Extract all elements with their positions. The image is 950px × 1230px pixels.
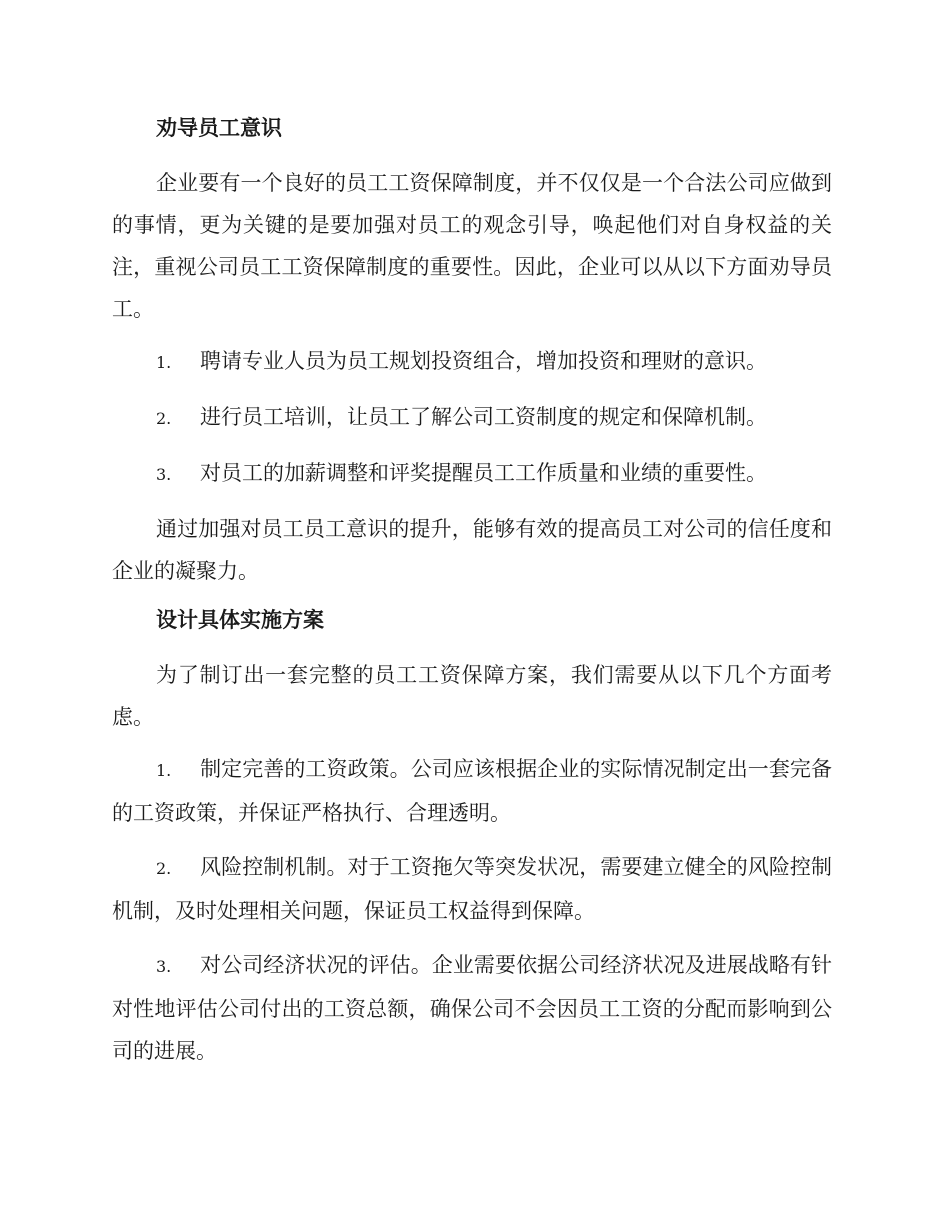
list-item-number: 3. bbox=[156, 465, 172, 484]
document-body bbox=[112, 110, 832, 1084]
list-item-text: 聘请专业人员为员工规划投资组合，增加投资和理财的意识。 bbox=[200, 349, 767, 373]
list-item-text: 对公司经济状况的评估。企业需要依据公司经济状况及进展战略有针对性地评估公司付出的工资总额，确保公司不会因员工工资的分配而影响到公司的进展。 bbox=[112, 953, 832, 1063]
list-item bbox=[112, 340, 832, 384]
list-item-text: 对员工的加薪调整和评奖提醒员工工作质量和业绩的重要性。 bbox=[200, 461, 767, 485]
section-heading-implementation-plan: 设计具体实施方案 bbox=[156, 607, 324, 632]
list-item-text: 制定完善的工资政策。公司应该根据企业的实际情况制定出一套完备的工资政策，并保证严格执行、合理透明。 bbox=[112, 757, 832, 825]
paragraph-conclusion: 通过加强对员工员工意识的提升，能够有效的提高员工对公司的信任度和企业的凝聚力。 bbox=[112, 517, 832, 583]
list-item bbox=[112, 452, 832, 496]
list-item bbox=[112, 944, 832, 1072]
list-item-text: 风险控制机制。对于工资拖欠等突发状况，需要建立健全的风险控制机制，及时处理相关问题，保证员工权益得到保障。 bbox=[112, 855, 832, 923]
list-item-number: 2. bbox=[156, 409, 172, 428]
list-item bbox=[112, 396, 832, 440]
list-item-number: 1. bbox=[156, 353, 172, 372]
list-item-text: 进行员工培训，让员工了解公司工资制度的规定和保障机制。 bbox=[200, 405, 767, 429]
list-item-number: 3. bbox=[156, 957, 172, 976]
list-item bbox=[112, 846, 832, 932]
list-item bbox=[112, 748, 832, 834]
paragraph-intro: 为了制订出一套完整的员工工资保障方案，我们需要从以下几个方面考虑。 bbox=[112, 663, 832, 729]
list-item-number: 2. bbox=[156, 859, 172, 878]
paragraph-intro: 企业要有一个良好的员工工资保障制度，并不仅仅是一个合法公司应做到的事情，更为关键的是要加强对员工的观念引导，唤起他们对自身权益的关注，重视公司员工工资保障制度的重要性。因此，企业可以从以下方面劝导员工。 bbox=[112, 171, 832, 321]
list-item-number: 1. bbox=[156, 761, 172, 780]
section-heading-employee-awareness: 劝导员工意识 bbox=[156, 115, 282, 140]
